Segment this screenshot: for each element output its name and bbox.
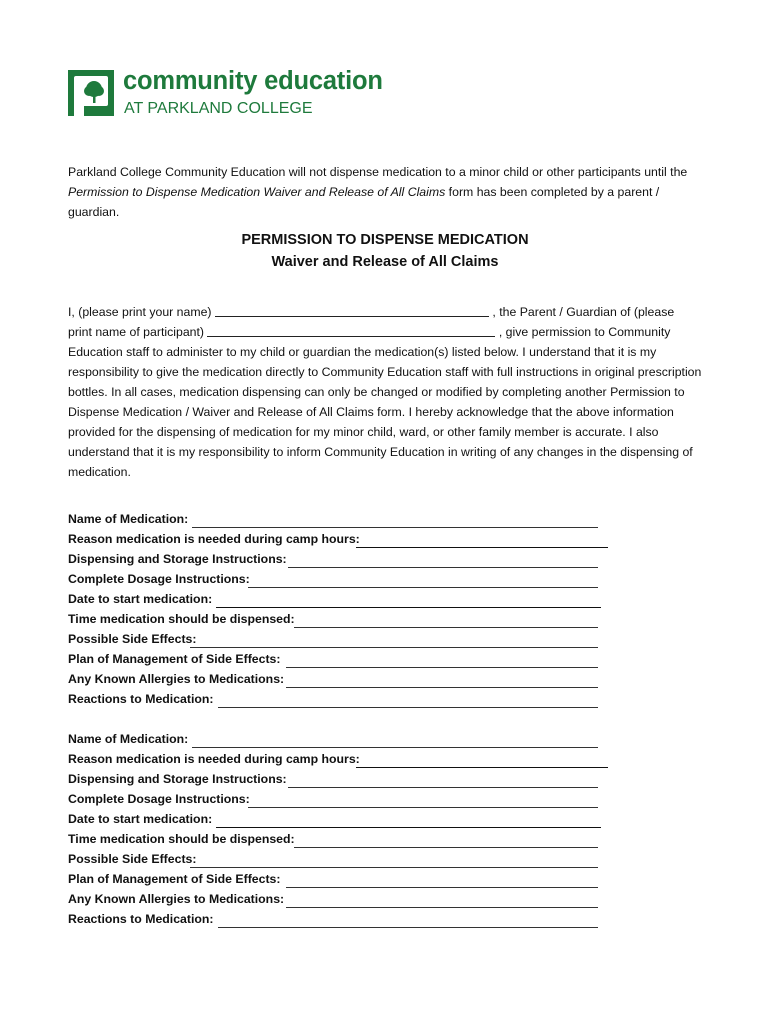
form-field — [68, 772, 628, 792]
intro-text-2: form has been completed by a parent / guardian. — [68, 185, 660, 219]
intro-paragraph — [68, 162, 708, 222]
field-label: Time medication should be dispensed: — [68, 832, 295, 846]
field-label: Time medication should be dispensed: — [68, 612, 295, 626]
page-subtitle: Waiver and Release of All Claims — [271, 254, 499, 270]
logo-subtitle: AT PARKLAND COLLEGE — [124, 100, 313, 117]
form-field — [68, 512, 628, 532]
allergies-line[interactable] — [286, 907, 598, 908]
field-label: Plan of Management of Side Effects: — [68, 872, 281, 886]
form-field — [68, 852, 628, 872]
field-label: Possible Side Effects: — [68, 852, 197, 866]
field-label: Reason medication is needed during camp hours: — [68, 532, 360, 546]
field-label: Reason medication is needed during camp hours: — [68, 752, 360, 766]
field-label: Dispensing and Storage Instructions: — [68, 772, 287, 786]
consent-body: Education staff to administer to my child or guardian the medication(s) listed below. I understand that it is my responsibility to give the medication directly to Community Education staff with full instructions in original prescription bottles. In all cases, medication dispensing can only be changed or modified by completing another Permission to Dispense Medication / Waiver and Release of All Claims form. I hereby acknowledge that the above information provided for the dispensing of medication for my minor child, ward, or other family member is accurate. I also understand that it is my responsibility to inform Community Education in writing of any changes in the dispensing of medication. — [68, 345, 702, 479]
form-field — [68, 732, 628, 752]
dispense-time-line[interactable] — [294, 847, 598, 848]
reactions-line[interactable] — [218, 707, 598, 708]
side-effects-line[interactable] — [190, 867, 598, 868]
intro-text-1: Parkland College Community Education will not dispense medication to a minor child or other participants until the — [68, 165, 688, 179]
intro-form-name: Permission to Dispense Medication Waiver and Release of All Claims — [68, 185, 446, 199]
logo-title: community education — [123, 67, 383, 95]
guardian-name-field[interactable] — [215, 304, 489, 317]
medication-name-line[interactable] — [192, 527, 598, 528]
allergies-line[interactable] — [286, 687, 598, 688]
medication-group-1 — [68, 512, 628, 712]
start-date-line[interactable] — [216, 827, 601, 828]
form-field — [68, 912, 628, 932]
consent-line1-end: , the Parent / Guardian of (please — [488, 305, 675, 319]
participant-name-field[interactable] — [207, 324, 495, 337]
start-date-line[interactable] — [216, 607, 601, 608]
logo — [68, 67, 408, 120]
form-field — [68, 612, 628, 632]
field-label: Plan of Management of Side Effects: — [68, 652, 281, 666]
dosage-instructions-line[interactable] — [248, 807, 598, 808]
page-title: PERMISSION TO DISPENSE MEDICATION — [241, 232, 529, 248]
side-effects-line[interactable] — [190, 647, 598, 648]
dosage-instructions-line[interactable] — [248, 587, 598, 588]
field-label: Date to start medication: — [68, 592, 213, 606]
reason-line[interactable] — [356, 767, 608, 768]
field-label: Name of Medication: — [68, 732, 189, 746]
field-label: Date to start medication: — [68, 812, 213, 826]
form-field — [68, 592, 628, 612]
form-field — [68, 872, 628, 892]
field-label: Possible Side Effects: — [68, 632, 197, 646]
form-field — [68, 752, 628, 772]
parkland-logo-icon — [68, 70, 114, 116]
side-effects-plan-line[interactable] — [286, 887, 598, 888]
dispense-time-line[interactable] — [294, 627, 598, 628]
form-field — [68, 672, 628, 692]
form-field — [68, 792, 628, 812]
storage-instructions-line[interactable] — [288, 787, 598, 788]
field-label: Reactions to Medication: — [68, 912, 214, 926]
field-label: Reactions to Medication: — [68, 692, 214, 706]
consent-line2-start: print name of participant) — [68, 325, 208, 339]
form-field — [68, 552, 628, 572]
form-field — [68, 812, 628, 832]
form-field — [68, 832, 628, 852]
form-field — [68, 652, 628, 672]
consent-paragraph — [68, 302, 708, 482]
reason-line[interactable] — [356, 547, 608, 548]
form-field — [68, 692, 628, 712]
consent-line2-end: , give permission to Community — [495, 325, 671, 339]
field-label: Any Known Allergies to Medications: — [68, 672, 285, 686]
field-label: Complete Dosage Instructions: — [68, 572, 250, 586]
side-effects-plan-line[interactable] — [286, 667, 598, 668]
storage-instructions-line[interactable] — [288, 567, 598, 568]
form-field — [68, 632, 628, 652]
field-label: Any Known Allergies to Medications: — [68, 892, 285, 906]
form-field — [68, 532, 628, 552]
medication-name-line[interactable] — [192, 747, 598, 748]
field-label: Dispensing and Storage Instructions: — [68, 552, 287, 566]
field-label: Name of Medication: — [68, 512, 189, 526]
field-label: Complete Dosage Instructions: — [68, 792, 250, 806]
reactions-line[interactable] — [218, 927, 598, 928]
form-field — [68, 572, 628, 592]
form-field — [68, 892, 628, 912]
consent-line1-start: I, (please print your name) — [68, 305, 215, 319]
medication-group-2 — [68, 732, 628, 932]
